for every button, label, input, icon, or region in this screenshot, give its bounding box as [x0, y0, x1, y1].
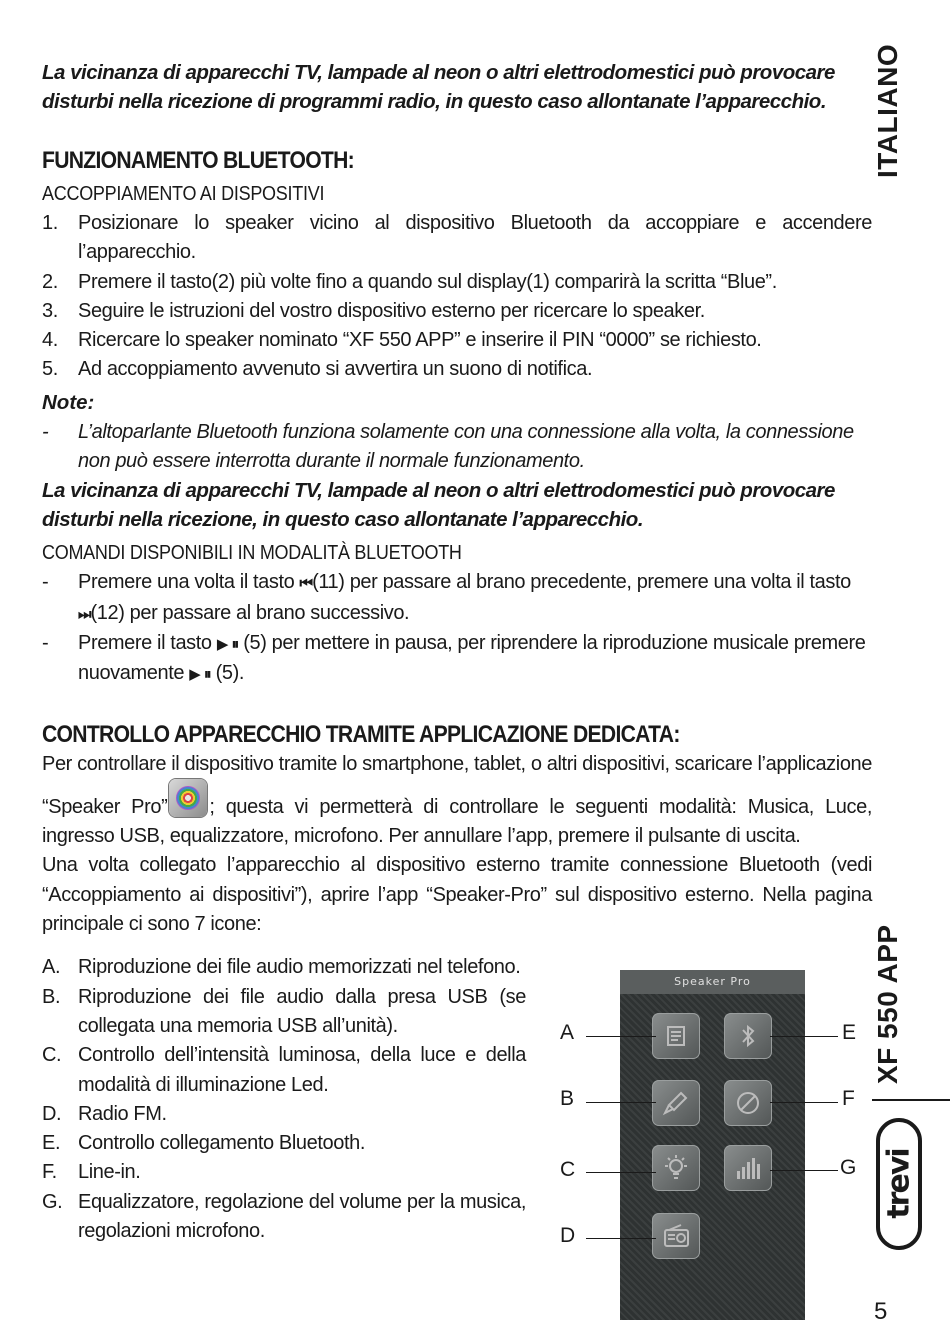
callout-g: G — [840, 1156, 857, 1179]
play-pause-icon: ▶ ⏸ — [189, 665, 211, 684]
callout-d: D — [560, 1224, 576, 1247]
list-item: 3. Seguire le istruzioni del vostro dispositivo esterno per ricercare lo speaker. — [42, 299, 705, 322]
model-tab: XF 550 APP — [872, 924, 903, 1084]
list-item: A. Riproduzione dei file audio memorizzati nel telefono. — [42, 956, 521, 979]
side-divider — [872, 1099, 950, 1101]
bluetooth-icon — [724, 1013, 772, 1059]
page-number: 5 — [874, 1298, 888, 1325]
intro-warning: La vicinanza di apparecchi TV, lampade al neon o altri elettrodomestici può provocare disturbi nella ricezione di programmi radio, in questo caso allontanate l’apparecchio. — [42, 61, 835, 113]
list-item: B. Riproduzione dei file audio dalla presa USB (se collegata una memoria USB all’unità). — [42, 985, 526, 1037]
previous-track-icon: ⏮ — [299, 574, 313, 593]
app-heading: CONTROLLO APPARECCHIO TRAMITE APPLICAZIONE DEDICATA: — [42, 720, 680, 748]
app-screenshot — [620, 970, 805, 1320]
list-item: E. Controllo collegamento Bluetooth. — [42, 1132, 365, 1155]
next-track-icon: ⏭ — [78, 604, 91, 623]
line-in-icon — [724, 1080, 772, 1126]
list-item: 4. Ricercare lo speaker nominato “XF 550 APP” e inserire il PIN “0000” se richiesto. — [42, 329, 762, 352]
bluetooth-heading: FUNZIONAMENTO BLUETOOTH: — [42, 147, 355, 174]
note-item: - L’altoparlante Bluetooth funziona solamente con una connessione alla volta, la connessione non può essere interrotta durante il normale funzionamento. — [42, 420, 854, 473]
app-title-bar: Speaker Pro — [620, 970, 805, 994]
radio-icon — [652, 1213, 700, 1259]
list-item: D. Radio FM. — [42, 1102, 167, 1125]
callout-b: B — [560, 1087, 575, 1110]
list-item: 5. Ad accoppiamento avvenuto si avvertira un suono di notifica. — [42, 358, 593, 381]
language-tab: ITALIANO — [872, 43, 903, 178]
app-icons-list — [42, 953, 526, 1246]
app-paragraph-1: Per controllare il dispositivo tramite lo smartphone, tablet, o altri dispositivi, scaricare l’applicazione “Speaker Pro” ; questa vi permetterà di controllare le seguenti modalità: Musica, Luce, ingresso USB, equalizzatore, microfono. Per annullare l’app, premere il pulsante di uscita. — [42, 752, 872, 848]
callout-f: F — [842, 1087, 855, 1110]
command-item-skip: - Premere una volta il tasto ⏮(11) per passare al brano precedente, premere una volta il tasto ⏭(12) per passare al brano successivo. — [42, 571, 851, 624]
equalizer-icon — [724, 1145, 772, 1191]
command-item-pause: - Premere il tasto ▶ ⏸ (5) per mettere in pausa, per riprendere la riproduzione musicale premere nuovamente ▶ ⏸ (5). — [42, 631, 866, 685]
app-paragraph-2: Una volta collegato l’apparecchio al dispositivo esterno tramite connessione Bluetooth (vedi “Accoppiamento ai dispositivi”), aprire l’app “Speaker-Pro” sul dispositivo esterno. Nella pagina principale ci sono 7 icone: — [42, 854, 872, 936]
list-item: F. Line-in. — [42, 1161, 141, 1184]
speaker-pro-app-icon — [169, 779, 207, 817]
play-pause-icon: ▶ ⏸ — [216, 634, 239, 653]
callout-a: A — [560, 1021, 575, 1044]
pairing-steps — [42, 209, 872, 385]
usb-icon — [652, 1080, 700, 1126]
light-icon — [652, 1145, 700, 1191]
list-item: G. Equalizzatore, regolazione del volume per la musica, regolazioni microfono. — [42, 1190, 526, 1243]
music-icon — [652, 1013, 700, 1059]
trevi-logo: trevi — [876, 1118, 922, 1250]
callout-e: E — [842, 1021, 857, 1044]
list-item: C. Controllo dell’intensità luminosa, della luce e della modalità di illuminazione Led. — [42, 1044, 526, 1096]
list-item: 1. Posizionare lo speaker vicino al dispositivo Bluetooth da accoppiare e accendere l’apparecchio. — [42, 212, 872, 264]
note-title: Note: — [42, 390, 95, 414]
list-item: 2. Premere il tasto(2) più volte fino a quando sul display(1) comparirà la scritta “Blue”. — [42, 270, 777, 293]
pairing-heading: ACCOPPIAMENTO AI DISPOSITIVI — [42, 183, 325, 205]
commands-heading: COMANDI DISPONIBILI IN MODALITÀ BLUETOOTH — [42, 542, 462, 565]
note-warning: La vicinanza di apparecchi TV, lampade al neon o altri elettrodomestici può provocare disturbi nella ricezione, in questo caso allontanate l’apparecchio. — [42, 479, 835, 532]
callout-c: C — [560, 1158, 576, 1181]
